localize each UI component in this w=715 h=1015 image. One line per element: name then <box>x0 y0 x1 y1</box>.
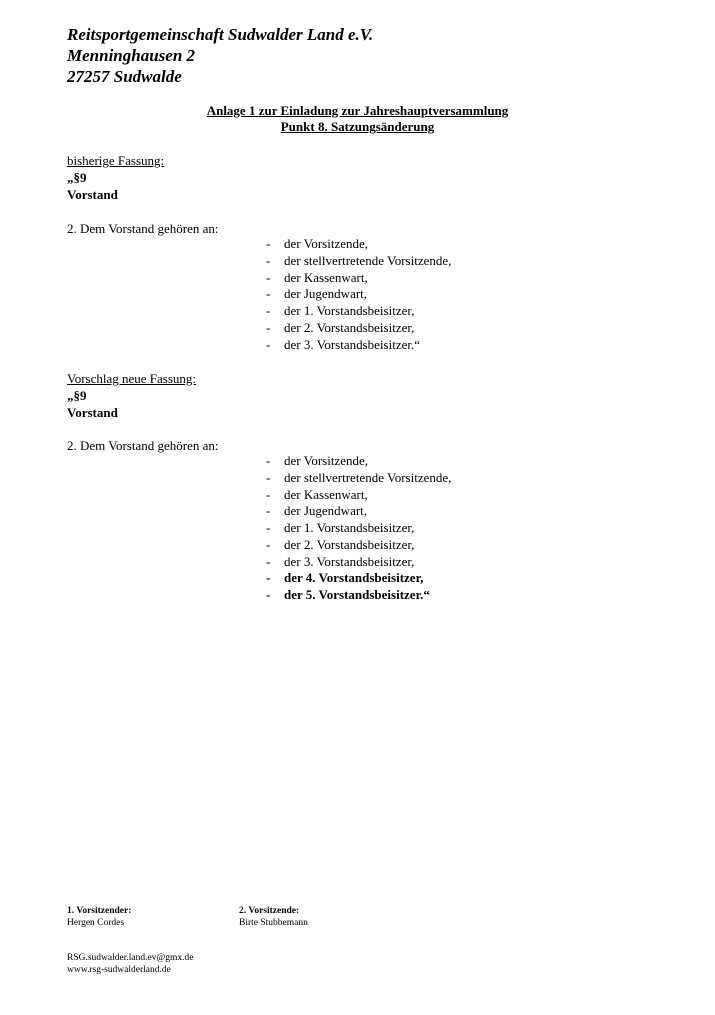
chair2-name: Birte Stubbemann <box>239 918 308 928</box>
member-list-item <box>266 320 451 337</box>
list-dash: - <box>266 486 271 502</box>
list-dash: - <box>266 536 271 552</box>
proposal-label: Vorschlag neue Fassung: <box>67 371 197 386</box>
website-address: www.rsg-sudwalderland.de <box>67 965 171 975</box>
list-dash: - <box>266 336 271 352</box>
member-text: der stellvertretende Vorsitzende, <box>284 469 452 485</box>
current-paragraph-title: Vorstand <box>67 187 118 202</box>
member-text: der Vorsitzende, <box>284 453 368 468</box>
member-text: der 2. Vorstandsbeisitzer, <box>284 536 415 552</box>
proposal-section <box>67 370 452 602</box>
list-dash: - <box>266 520 271 535</box>
list-dash: - <box>266 236 271 251</box>
chair2-label: 2. Vorsitzende: <box>239 906 300 916</box>
member-text: der 1. Vorstandsbeisitzer, <box>284 520 415 535</box>
current-version-label: bisherige Fassung: <box>67 153 165 168</box>
member-list-item <box>266 303 451 320</box>
current-version-section <box>67 152 452 352</box>
list-dash: - <box>266 319 271 335</box>
chair1-block <box>67 905 131 929</box>
list-dash: - <box>266 252 271 268</box>
member-text: der Jugendwart, <box>284 286 368 302</box>
list-dash: - <box>266 570 271 586</box>
member-text: der Vorsitzende, <box>284 236 368 251</box>
list-dash: - <box>266 469 271 485</box>
email-address: RSG.sudwalder.land.ev@gmx.de <box>67 953 194 963</box>
member-list-item <box>266 570 451 587</box>
proposal-paragraph-number: „§9 <box>67 388 87 403</box>
list-dash: - <box>266 269 271 285</box>
document-subject <box>0 103 715 135</box>
member-list-item <box>266 520 451 537</box>
member-list-item <box>266 503 451 520</box>
member-list-item <box>266 337 451 354</box>
subject-line-1: Anlage 1 zur Einladung zur Jahreshauptversammlung <box>206 103 509 118</box>
member-list-item <box>266 587 451 604</box>
organization-name: Reitsportgemeinschaft Sudwalder Land e.V. <box>67 25 374 44</box>
list-dash: - <box>266 553 271 569</box>
member-list-item <box>266 453 451 470</box>
chair1-label: 1. Vorsitzender: <box>67 906 132 916</box>
member-text: der Kassenwart, <box>284 269 368 285</box>
list-dash: - <box>266 286 271 302</box>
proposal-member-list <box>266 453 451 604</box>
contact-block <box>67 952 193 976</box>
member-list-item <box>266 487 451 504</box>
member-list-item <box>266 253 451 270</box>
member-text: der stellvertretende Vorsitzende, <box>284 252 452 268</box>
member-list-item <box>266 270 451 287</box>
member-list-item <box>266 286 451 303</box>
chair1-name: Hergen Cordes <box>67 918 125 928</box>
member-text: der Kassenwart, <box>284 486 368 502</box>
proposal-paragraph-title: Vorstand <box>67 405 118 420</box>
member-text: der 5. Vorstandsbeisitzer.“ <box>284 587 430 602</box>
member-text: der 2. Vorstandsbeisitzer, <box>284 319 415 335</box>
letterhead <box>67 24 373 87</box>
city-address: 27257 Sudwalde <box>67 67 182 86</box>
chair2-block <box>239 905 308 929</box>
member-text: der 1. Vorstandsbeisitzer, <box>284 303 415 318</box>
list-dash: - <box>266 587 271 602</box>
member-list-item <box>266 554 451 571</box>
proposal-intro: 2. Dem Vorstand gehören an: <box>67 438 219 453</box>
current-paragraph-number: „§9 <box>67 170 87 185</box>
list-dash: - <box>266 453 271 468</box>
list-dash: - <box>266 503 271 519</box>
member-text: der Jugendwart, <box>284 503 368 519</box>
current-intro: 2. Dem Vorstand gehören an: <box>67 221 219 236</box>
member-list-item <box>266 236 451 253</box>
current-member-list <box>266 236 451 353</box>
subject-line-2: Punkt 8. Satzungsänderung <box>280 119 435 134</box>
list-dash: - <box>266 303 271 318</box>
street-address: Menninghausen 2 <box>67 46 196 65</box>
member-text: der 3. Vorstandsbeisitzer, <box>284 553 415 569</box>
member-text: der 3. Vorstandsbeisitzer.“ <box>284 336 420 352</box>
member-list-item <box>266 470 451 487</box>
member-list-item <box>266 537 451 554</box>
member-text: der 4. Vorstandsbeisitzer, <box>284 570 424 586</box>
